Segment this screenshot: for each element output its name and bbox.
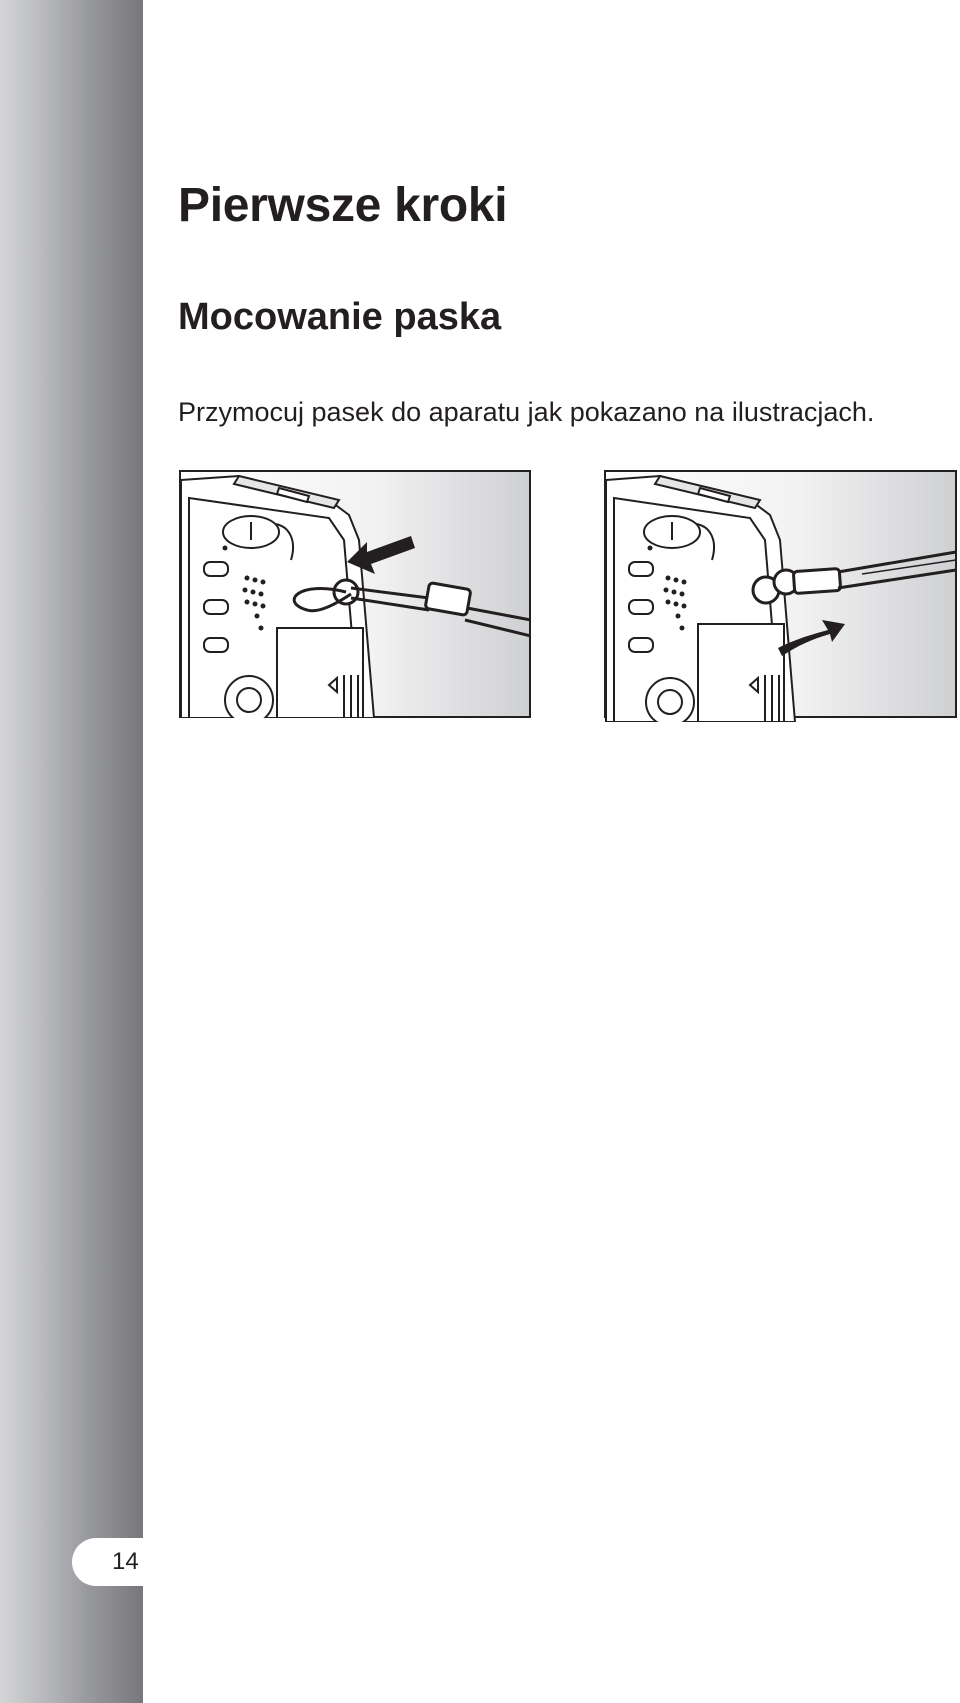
- side-band: [0, 0, 143, 1703]
- page-number: 14: [112, 1548, 139, 1575]
- section-title: Mocowanie paska: [178, 296, 502, 338]
- page-title: Pierwsze kroki: [178, 179, 508, 232]
- strap-step-1-illustration: [179, 470, 531, 718]
- strap-step-2-illustration: [600, 470, 958, 718]
- instruction-text: Przymocuj pasek do aparatu jak pokazano na ilustracjach.: [178, 397, 875, 427]
- page-number-tab: [72, 1538, 143, 1586]
